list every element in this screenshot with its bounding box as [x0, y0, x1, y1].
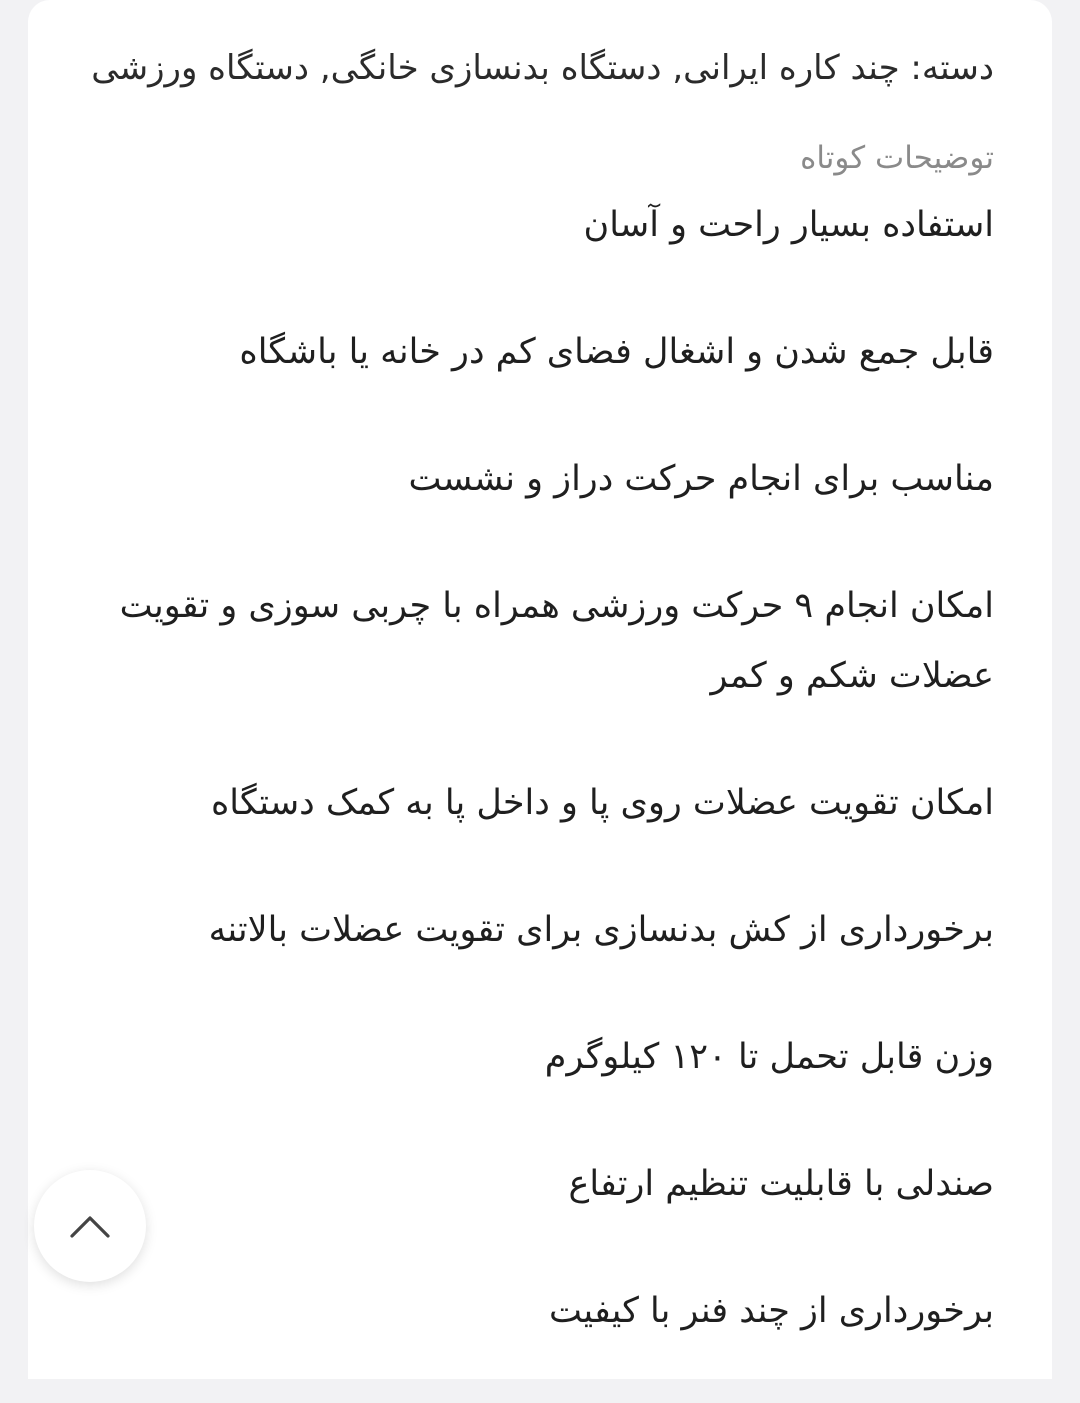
category-label: دسته: — [910, 48, 994, 88]
feature-item: برخورداری از کش بدنسازی برای تقویت عضلات بالاتنه — [208, 910, 994, 950]
category-link-multi-purpose[interactable]: چند کاره ایرانی, — [672, 48, 900, 88]
product-info-card — [28, 0, 1052, 1379]
chevron-up-icon — [69, 1213, 111, 1239]
feature-list — [84, 190, 994, 1403]
category-link-fitness-equipment[interactable]: دستگاه ورزشی — [91, 48, 310, 88]
feature-item: امکان تقویت عضلات روی پا و داخل پا به کمک دستگاه — [210, 783, 994, 823]
category-link-home-gym[interactable]: دستگاه بدنسازی خانگی, — [319, 48, 662, 88]
feature-item: مناسب برای انجام حرکت دراز و نشست — [408, 459, 994, 499]
feature-item: استفاده بسیار راحت و آسان — [583, 205, 994, 245]
scroll-to-top-button[interactable] — [34, 1170, 146, 1282]
feature-item: وزن قابل تحمل تا ۱۲۰ کیلوگرم — [544, 1037, 994, 1077]
feature-item: امکان انجام ۹ حرکت ورزشی همراه با چربی سوزی و تقویت عضلات شکم و کمر — [119, 586, 994, 696]
short-description-title: توضیحات کوتاه — [800, 140, 994, 176]
feature-item: صندلی با قابلیت تنظیم ارتفاع — [568, 1164, 994, 1204]
feature-item: قابل جمع شدن و اشغال فضای کم در خانه یا باشگاه — [239, 332, 994, 372]
feature-item: برخورداری از چند فنر با کیفیت — [549, 1291, 994, 1331]
product-category-line — [91, 40, 994, 96]
